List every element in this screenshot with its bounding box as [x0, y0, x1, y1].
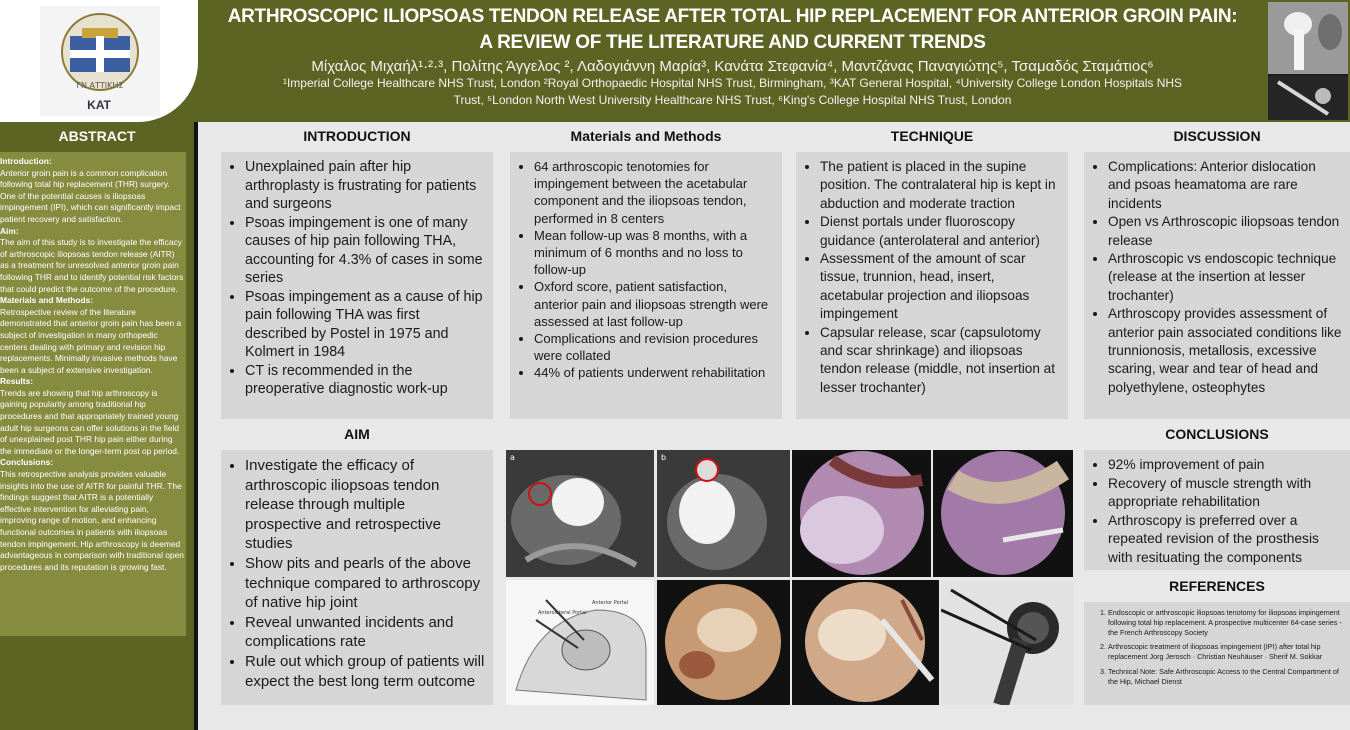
aim-box [221, 450, 493, 705]
portal-diagram-image [506, 580, 654, 705]
list-item: • CT is recommended in the preoperative diagnostic work-up [245, 362, 485, 399]
reference-item: 3. Technical Note: Safe Arthroscopic Access to the Central Compartment of the Hip, Michael Dienst [1108, 667, 1342, 687]
abstract-title: ABSTRACT [58, 128, 136, 144]
arthroscopy-view-3-image [657, 580, 790, 705]
introduction-box [221, 152, 493, 419]
discussion-title: DISCUSSION [1173, 128, 1261, 144]
list-item: • Unexplained pain after hip arthroplasty is frustrating for patients and surgeons [245, 158, 485, 214]
discussion-box [1084, 152, 1350, 419]
list-item: • Assessment of the amount of scar tissue, trunnion, head, insert, acetabular projection and iliopsoas impingement [820, 250, 1060, 324]
list-item: • Arthroscopy provides assessment of anterior pain associated conditions like trunnionosis, metallosis, excessive scaring, wear and tear of head and polyethylene, osteophytes [1108, 305, 1342, 397]
references-title: REFERENCES [1169, 578, 1265, 594]
list-item: • Investigate the efficacy of arthroscopic iliopsoas tendon release through multiple prospective and retrospective studies [245, 456, 485, 554]
fluoroscopy-image [941, 580, 1074, 705]
logo-text: ΚΑΤ [87, 98, 111, 112]
diagram-label-anterolateral: Anterolateral Portal [538, 610, 587, 616]
abstract-conclusions-text: This retrospective analysis provides valuable insights into the use of AITR for painful THR. The findings suggest that AITR is a potentially effective intervention for alleviating pain, improving range of motion, and enhancing functional outcomes in patients with iliopsoas tendon impingement. Hip arthroscopy is deemed advantageous in comparison with traditional open procedures and its reputation is growing fast. [0, 469, 184, 572]
list-item: • Complications: Anterior dislocation and psoas heamatoma are rare incidents [1108, 158, 1342, 213]
arthroscopy-view-1-image [792, 450, 931, 577]
arthroscopy-view-4-image [792, 580, 939, 705]
abstract-sidebar [0, 122, 198, 730]
list-item: • Open vs Arthroscopic iliopsoas tendon release [1108, 213, 1342, 250]
arthroscopy-view-2-image [933, 450, 1073, 577]
list-item: • Psoas impingement is one of many causes of hip pain following THA, accounting for 4.3% of cases in some series [245, 214, 485, 288]
list-item: • Psoas impingement as a cause of hip pain following THA was first described by Postel in 1975 and Kolmert in 1984 [245, 288, 485, 362]
list-item: • Rule out which group of patients will expect the best long term outcome [245, 652, 485, 691]
svg-text:ΓΝ ΑΤΤΙΚΗΣ: ΓΝ ΑΤΤΙΚΗΣ [76, 81, 124, 90]
references-box [1084, 602, 1350, 705]
methods-title: Materials and Methods [570, 128, 722, 144]
ct-b-label: b [661, 453, 667, 462]
technique-title: TECHNIQUE [890, 128, 974, 144]
abstract-intro-heading: Introduction: [0, 156, 52, 166]
poster-title-line-1: ARTHROSCOPIC ILIOPSOAS TENDON RELEASE AFTER TOTAL HIP REPLACEMENT FOR ANTERIOR GROIN PAIN: [227, 6, 1238, 27]
affiliations-line-1: ¹Imperial College Healthcare NHS Trust, London ²Royal Orthopaedic Hospital NHS Trust, Birmingham, ³KAT General Hospital, ⁴University College London Hospitals NHS [282, 76, 1183, 90]
list-item: • Arthroscopy is preferred over a repeated revision of the prosthesis with resituating the components [1108, 512, 1342, 568]
ct-scan-a-image [506, 450, 654, 577]
list-item: • 92% improvement of pain [1108, 456, 1342, 475]
diagram-label-anterior: Anterior Portal [592, 600, 629, 606]
list-item: • Arthroscopic vs endoscopic technique (release at the insertion at lesser trochanter) [1108, 250, 1342, 305]
conclusions-box [1084, 450, 1350, 570]
abstract-aim-text: The aim of this study is to investigate the efficacy of arthroscopic iliopsoas tendon release (AITR) as a treatment for unresolved anterior groin pain following THR and to identify potential risk factors that could predict the outcome of the procedure. [0, 237, 184, 294]
list-item: • Reveal unwanted incidents and complications rate [245, 613, 485, 652]
ct-a-label: a [510, 453, 515, 462]
poster-title-line-2: A REVIEW OF THE LITERATURE AND CURRENT TRENDS [479, 32, 986, 53]
ct-scan-b-image [657, 450, 790, 577]
abstract-results-text: Trends are showing that hip arthroscopy is gaining popularity among traditional hip procedures and that appropriately trained young adult hip surgeons can offer solutions in the field of unexplained post THR hip pain either during the immediate or the longer-term post op period. [0, 387, 180, 456]
methods-box [510, 152, 782, 419]
technique-box [796, 152, 1068, 419]
abstract-conclusions-heading: Conclusions: [0, 457, 54, 468]
authors: Μίχαλος Μιχαήλ¹·²·³, Πολίτης Άγγελος ², Λαδογιάννη Μαρία³, Κανάτα Στεφανία⁴, Μαντζάνας Παναγιώτης⁵, Τσαμαδός Σταμάτιος⁶ [311, 58, 1154, 75]
list-item: • 64 arthroscopic tenotomies for impingement between the acetabular component and the iliopsoas tendon, performed in 8 centers [534, 158, 774, 227]
abstract-methods-heading: Materials and Methods: [0, 295, 94, 306]
abstract-results-heading: Results: [0, 376, 34, 387]
list-item: • Dienst portals under fluoroscopy guidance (anterolateral and anterior) [820, 213, 1060, 250]
title-block [200, 4, 1265, 109]
list-item: • Complications and revision procedures were collated [534, 330, 774, 364]
list-item: • Mean follow-up was 8 months, with a minimum of 6 months and no loss to follow-up [534, 227, 774, 279]
list-item: • 44% of patients underwent rehabilitation [534, 364, 774, 381]
abstract-methods-text: Retrospective review of the literature demonstrated that anterior groin pain has been a subject of investigation in many orthopedic centers dealing with primary and revision hip replacements. Minimally invasive methods have been a subject of extensive investigation. [0, 306, 182, 375]
abstract-intro-text: Anterior groin pain is a common complication following total hip replacement (THR) surgery. One of the potential causes is iliopsoas impingement (IPI), which can significantly impact patient recovery and satisfaction. [0, 167, 181, 224]
introduction-title: INTRODUCTION [303, 128, 411, 144]
list-item: • Show pits and pearls of the above technique compared to arthroscopy of native hip joint [245, 554, 485, 613]
reference-item: 1. Endoscopic or arthroscopic iliopsoas tenotomy for iliopsoas impingement following total hip replacement. A prospective multicenter 64-case series - the French Arthroscopy Society [1108, 608, 1342, 637]
conclusions-title: CONCLUSIONS [1165, 426, 1269, 442]
header-xray-image [1268, 2, 1348, 120]
abstract-aim-heading: Aim: [0, 225, 19, 236]
hospital-logo [0, 0, 198, 122]
reference-item: 2. Arthroscopic treatment of iliopsoas impingement (IPI) after total hip replacement Jorg Jerosch · Christian Neuhäuser · Sherif M. Sokkar [1108, 642, 1342, 662]
list-item: • Oxford score, patient satisfaction, anterior pain and iliopsoas strength were assessed at last follow-up [534, 278, 774, 330]
aim-title: AIM [344, 426, 370, 442]
list-item: • Recovery of muscle strength with appropriate rehabilitation [1108, 475, 1342, 512]
abstract-box [0, 152, 186, 636]
affiliations-line-2: Trust, ⁵London North West University Healthcare NHS Trust, ⁶King's College Hospital NHS Trust, London [453, 93, 1012, 107]
list-item: • The patient is placed in the supine position. The contralateral hip is kept in abduction and moderate traction [820, 158, 1060, 213]
list-item: • Capsular release, scar (capsulotomy and scar shrinkage) and iliopsoas tendon release (middle, not insertion at lesser trochanter) [820, 324, 1060, 398]
